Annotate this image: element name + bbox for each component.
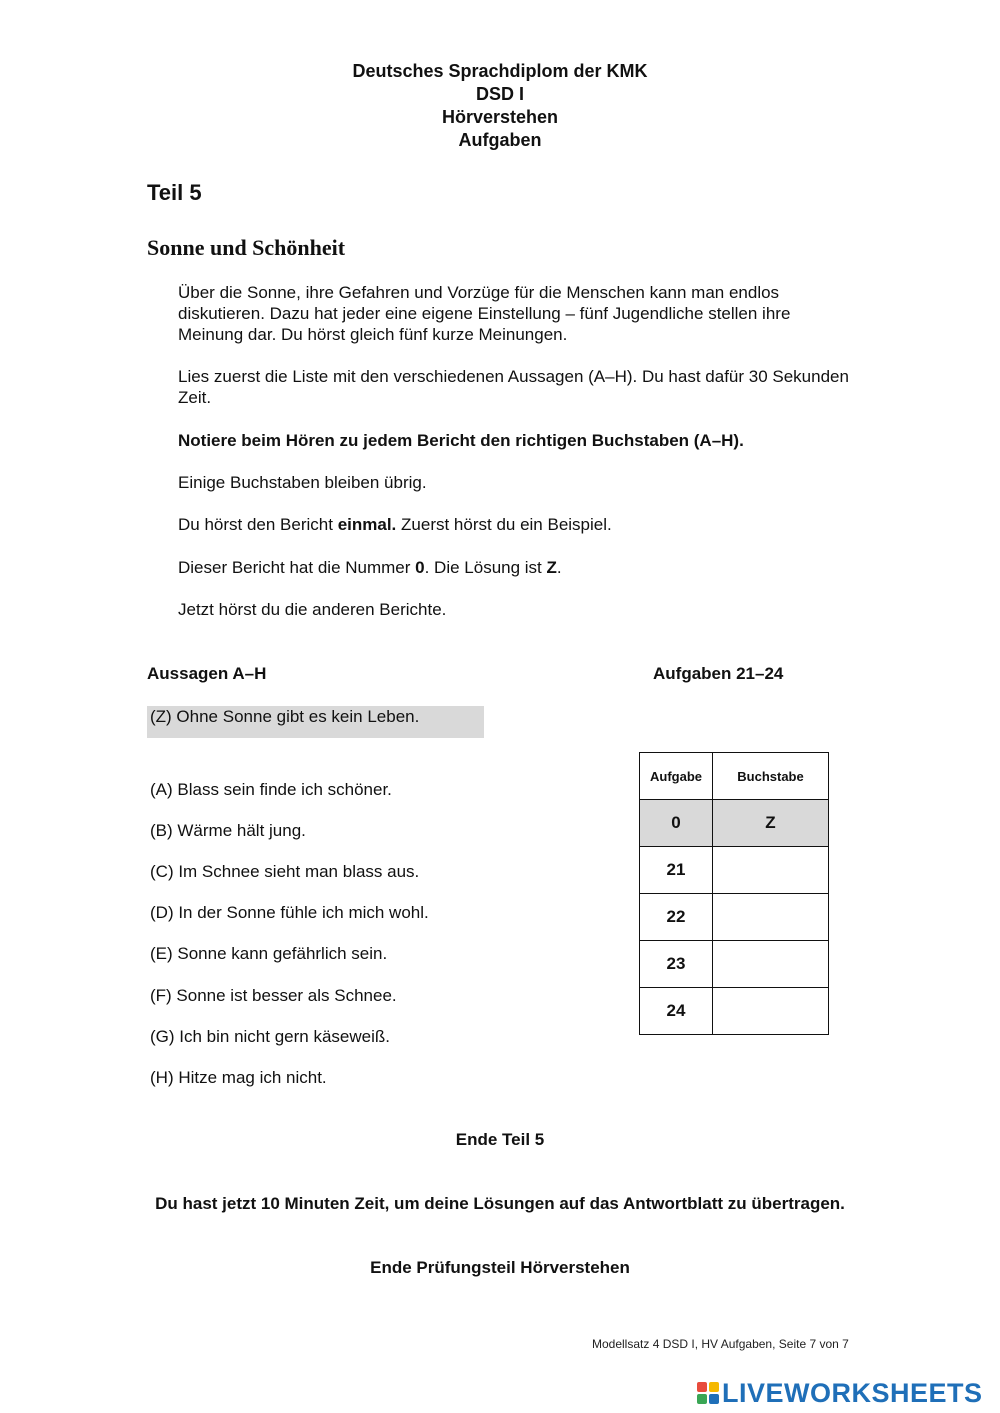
answer-row (640, 847, 829, 894)
example-info-pre: Dieser Bericht hat die Nummer (178, 558, 416, 577)
answer-row (640, 988, 829, 1035)
end-exam-label: Ende Prüfungsteil Hörverstehen (370, 1258, 630, 1277)
transfer-note: Du hast jetzt 10 Minuten Zeit, um deine Lösungen auf das Antwortblatt zu übertragen. (155, 1194, 845, 1213)
topic-title: Sonne und Schönheit (147, 235, 346, 260)
remaining-note: Einige Buchstaben bleiben übrig. (178, 473, 427, 492)
liveworksheets-logo-text: LIVEWORKSHEETS (722, 1377, 983, 1408)
header-line-2: DSD I (475, 84, 524, 104)
example-info (178, 557, 858, 578)
example-info-letter: Z (546, 558, 557, 577)
section-title: Teil 5 (147, 180, 202, 205)
tasks-heading: Aufgaben 21–24 (653, 664, 784, 683)
statement-g: (G) Ich bin nicht gern käseweiß. (150, 1027, 390, 1046)
answer-table (639, 752, 829, 1035)
statement-h: (H) Hitze mag ich nicht. (150, 1068, 327, 1087)
answer-cell[interactable] (713, 988, 829, 1035)
liveworksheets-logo-icon (697, 1382, 719, 1404)
instruction-note: Notiere beim Hören zu jedem Bericht den richtigen Buchstaben (A–H). (178, 431, 744, 450)
example-statement: (Z) Ohne Sonne gibt es kein Leben. (147, 706, 484, 738)
answer-cell[interactable] (713, 847, 829, 894)
answer-row (640, 894, 829, 941)
example-info-post: . (556, 558, 562, 577)
instruction-read: Lies zuerst die Liste mit den verschiedenen Aussagen (A–H). Du hast dafür 30 Sekunden Zeit. (178, 367, 849, 407)
now-listen-note: Jetzt hörst du die anderen Berichte. (178, 600, 447, 619)
statement-b: (B) Wärme hält jung. (150, 821, 306, 840)
task-number: 21 (640, 847, 713, 894)
task-number: 23 (640, 941, 713, 988)
answer-cell[interactable] (713, 941, 829, 988)
answer-row-example (640, 800, 829, 847)
header-line-1: Deutsches Sprachdiplom der KMK (352, 61, 648, 81)
statement-f: (F) Sonne ist besser als Schnee. (150, 986, 397, 1005)
answer-letter: Z (713, 800, 829, 847)
listen-once-bold: einmal. (337, 515, 397, 534)
column-header-task: Aufgabe (640, 753, 713, 800)
listen-once-post: Zuerst hörst du ein Beispiel. (396, 515, 612, 534)
statement-c: (C) Im Schnee sieht man blass aus. (150, 862, 420, 881)
statements-heading: Aussagen A–H (147, 664, 267, 683)
statement-a: (A) Blass sein finde ich schöner. (150, 780, 392, 799)
example-info-number: 0 (415, 558, 425, 577)
document-header (0, 60, 1000, 152)
liveworksheets-logo[interactable] (697, 1378, 983, 1408)
answer-row (640, 941, 829, 988)
task-number: 0 (640, 800, 713, 847)
task-number: 24 (640, 988, 713, 1035)
header-line-3: Hörverstehen (441, 107, 559, 127)
listen-once-note (178, 514, 858, 535)
intro-paragraph: Über die Sonne, ihre Gefahren und Vorzüge für die Menschen kann man endlos diskutieren. Dazu hat jeder eine eigene Einstellung – fünf Jugendliche stellen ihre Meinung dar. Du hörst gleich fünf kurze Meinungen. (178, 283, 791, 344)
example-info-mid: . Die Lösung ist (424, 558, 547, 577)
header-line-4: Aufgaben (458, 130, 542, 150)
answer-cell[interactable] (713, 894, 829, 941)
column-header-letter: Buchstabe (713, 753, 829, 800)
statement-d: (D) In der Sonne fühle ich mich wohl. (150, 903, 429, 922)
answer-table-header (640, 753, 829, 800)
listen-once-pre: Du hörst den Bericht (178, 515, 338, 534)
statement-e: (E) Sonne kann gefährlich sein. (150, 944, 388, 963)
task-number: 22 (640, 894, 713, 941)
end-part-label: Ende Teil 5 (455, 1130, 545, 1149)
page-footer: Modellsatz 4 DSD I, HV Aufgaben, Seite 7 von 7 (592, 1337, 849, 1351)
